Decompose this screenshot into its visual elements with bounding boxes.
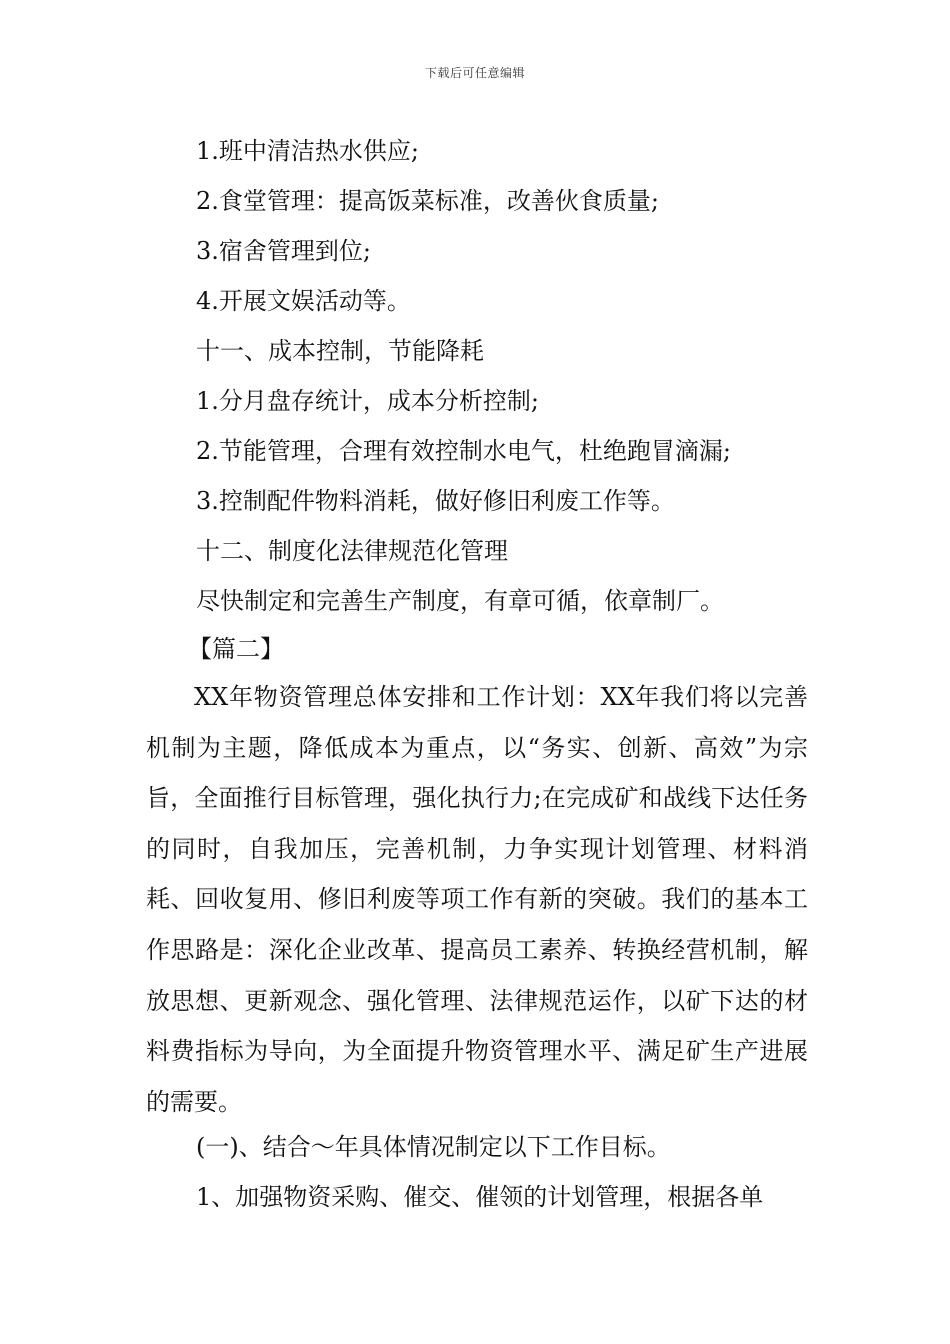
list-item-dormitory: 3.宿舍管理到位; bbox=[196, 237, 371, 265]
list-item-materials: 3.控制配件物料消耗，做好修旧利废工作等。 bbox=[196, 487, 675, 515]
paragraph-system: 尽快制定和完善生产制度，有章可循，依章制厂。 bbox=[196, 587, 724, 615]
subsection-heading: (一)、结合～年具体情况制定以下工作目标。 bbox=[196, 1133, 671, 1161]
section-heading-12: 十二、制度化法律规范化管理 bbox=[196, 537, 508, 565]
list-item-hot-water: 1.班中清洁热水供应; bbox=[196, 137, 419, 165]
paragraph-plan: XX年物资管理总体安排和工作计划：XX年我们将以完善机制为主题，降低成本为重点，以“务实、创新、高效”为宗旨，全面推行目标管理，强化执行力;在完成矿和战线下达任务的同时，自我加压，完善机制，力争实现计划管理、材料消耗、回收复用、修旧利废等项工作有新的突破。我们的基本工作思路是：深化企业改革、提高员工素养、转换经营机制，解放思想、更新观念、强化管理、法律规范运作，以矿下达的材料费指标为导向，为全面提升物资管理水平、满足矿生产进展的需要。 bbox=[146, 683, 808, 1116]
chapter-heading: 【篇二】 bbox=[188, 635, 284, 663]
list-item-recreation: 4.开展文娱活动等。 bbox=[196, 287, 411, 315]
page-header: 下载后可任意编辑 bbox=[424, 66, 525, 80]
list-item-procurement: 1、加强物资采购、催交、催领的计划管理，根据各单 bbox=[196, 1183, 764, 1211]
section-heading-11: 十一、成本控制，节能降耗 bbox=[196, 337, 484, 365]
list-item-canteen: 2.食堂管理：提高饭菜标准，改善伙食质量; bbox=[196, 187, 659, 215]
list-item-inventory: 1.分月盘存统计，成本分析控制; bbox=[196, 387, 539, 415]
list-item-energy: 2.节能管理，合理有效控制水电气，杜绝跑冒滴漏; bbox=[196, 437, 731, 465]
